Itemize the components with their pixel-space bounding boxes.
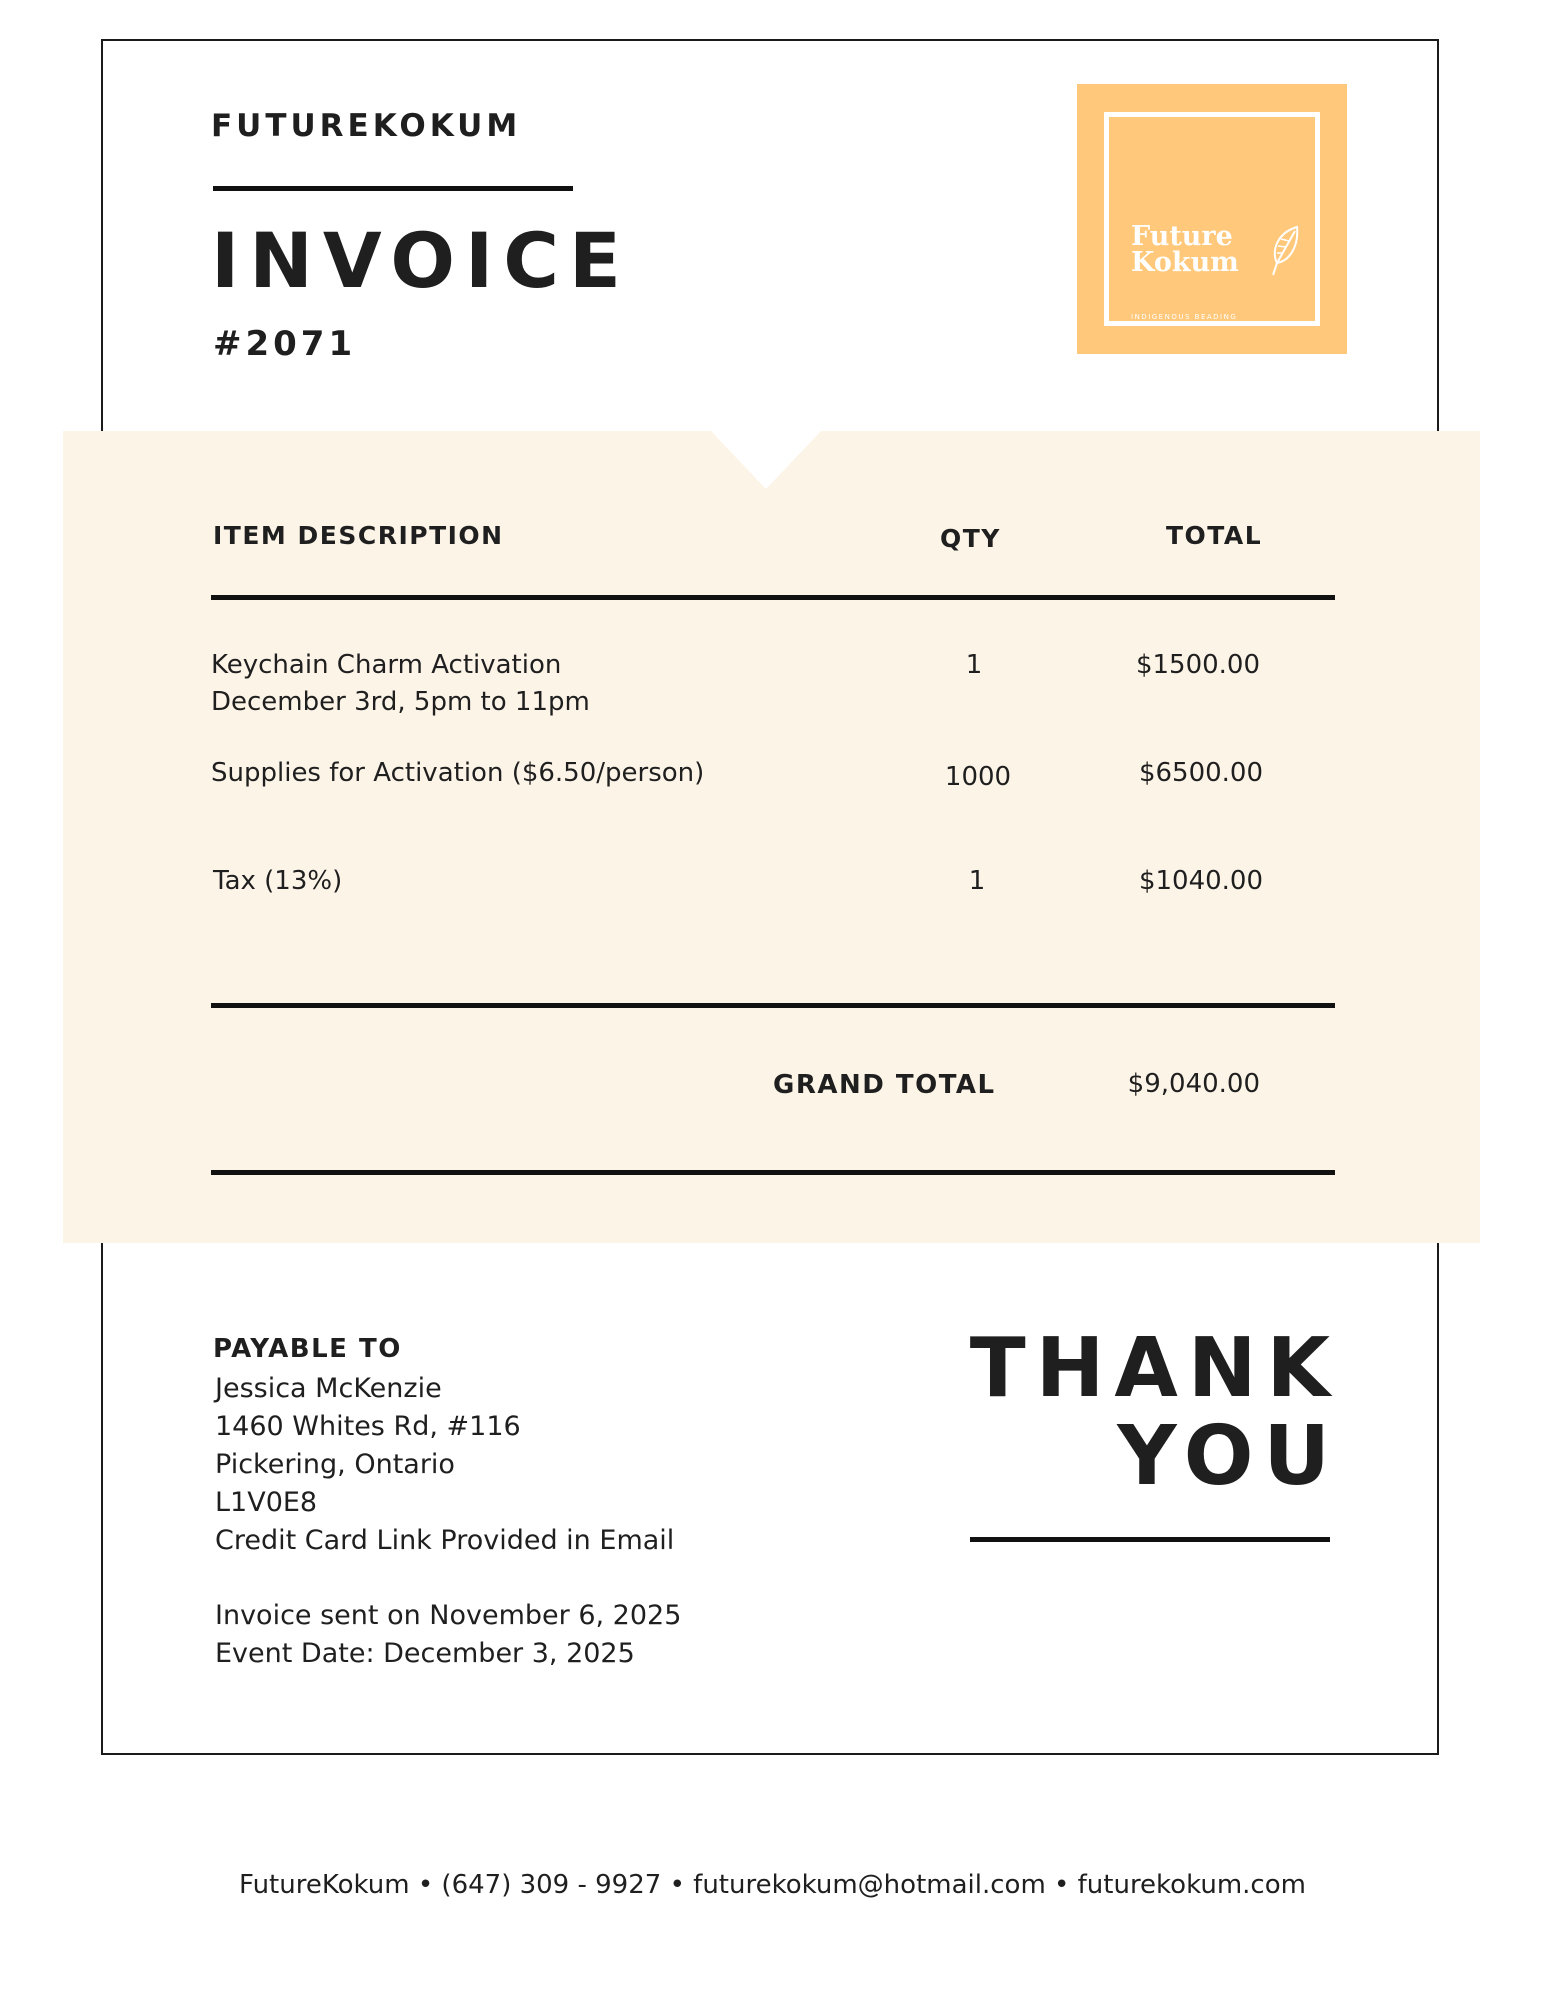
logo-text-line2: Kokum [1131, 247, 1239, 278]
payee-name: Jessica McKenzie [215, 1373, 442, 1404]
table-row [211, 647, 590, 721]
item-qty: 1000 [944, 762, 1012, 792]
item-total: $1040.00 [1138, 866, 1263, 896]
logo-border [1104, 112, 1320, 326]
column-header-description: ITEM DESCRIPTION [213, 521, 504, 550]
invoice-number: #2071 [213, 324, 357, 364]
item-total: $1500.00 [1135, 650, 1260, 680]
item-qty: 1 [965, 650, 983, 680]
items-bottom-rule [211, 1003, 1335, 1008]
thank-you-line1: THANK [969, 1321, 1340, 1416]
payable-details [215, 1370, 674, 1560]
payee-address: 1460 Whites Rd, #116 [215, 1411, 521, 1442]
payment-method: Credit Card Link Provided in Email [215, 1525, 675, 1556]
grand-total-label: GRAND TOTAL [773, 1070, 996, 1100]
logo [1077, 84, 1347, 354]
table-row [213, 863, 342, 900]
item-qty: 1 [968, 866, 986, 896]
item-total: $6500.00 [1138, 758, 1263, 788]
logo-text-line1: Future [1131, 221, 1233, 252]
invoice-dates [215, 1597, 681, 1673]
payable-heading: PAYABLE TO [213, 1334, 402, 1364]
item-description: Keychain Charm Activation [211, 650, 562, 680]
header-rule [211, 595, 1335, 600]
thank-you-message [969, 1321, 1340, 1504]
items-band [63, 431, 1480, 1243]
item-description: Supplies for Activation ($6.50/person) [211, 758, 705, 788]
payee-city: Pickering, Ontario [215, 1449, 455, 1480]
payee-postal-code: L1V0E8 [215, 1487, 318, 1518]
company-name: FUTUREKOKUM [211, 108, 522, 144]
item-description: Tax (13%) [213, 866, 343, 896]
table-row [211, 755, 704, 792]
event-date: Event Date: December 3, 2025 [215, 1638, 635, 1669]
column-header-qty: QTY [940, 524, 1001, 553]
thank-you-line2: YOU [1117, 1409, 1340, 1504]
logo-tagline: INDIGENOUS BEADING [1131, 313, 1238, 321]
item-description-detail: December 3rd, 5pm to 11pm [211, 687, 590, 717]
header-divider [213, 186, 573, 191]
invoice-title: INVOICE [211, 216, 631, 305]
grand-total-value: $9,040.00 [1127, 1069, 1260, 1099]
column-header-total: TOTAL [1166, 521, 1263, 550]
footer-contact: FutureKokum • (647) 309 - 9927 • futurekokum@hotmail.com • futurekokum.com [239, 1870, 1306, 1900]
band-notch [711, 431, 821, 489]
thank-you-divider [970, 1537, 1330, 1542]
grand-total-rule [211, 1170, 1335, 1175]
leaf-icon [1267, 223, 1303, 277]
invoice-sent-date: Invoice sent on November 6, 2025 [215, 1600, 682, 1631]
